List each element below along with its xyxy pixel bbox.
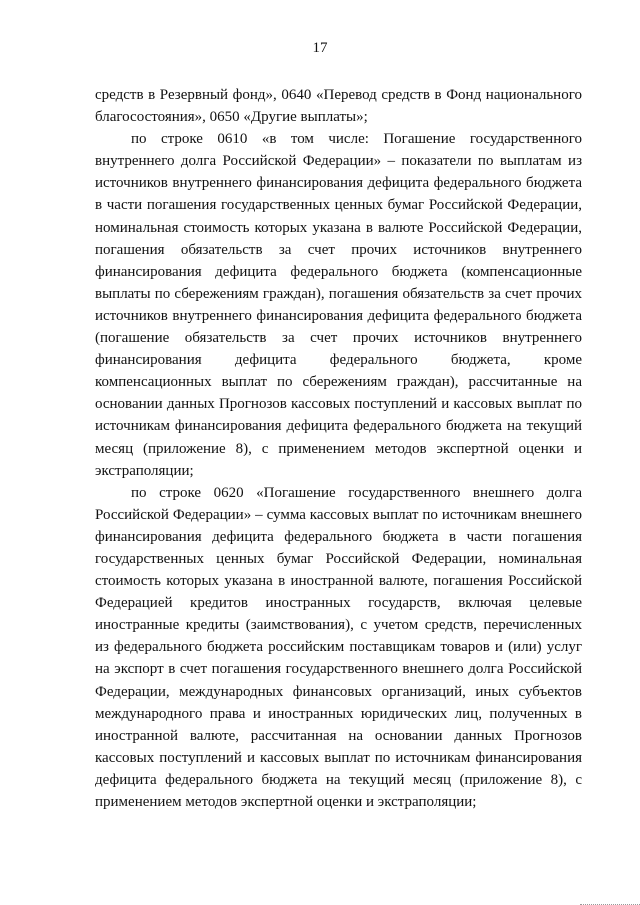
paragraph-line-0610: по строке 0610 «в том числе: Погашение государственного внутреннего долга Российской Федерации» – показатели по выплатам из источников внутреннего финансирования дефицита федерального бюджета в части погашения государственных ценных бумаг Российской Федерации, номинальная стоимость которых указана в валюте Российской Федерации, погашения обязательств за счет прочих источников внутреннего финансирования дефицита федерального бюджета (компенсационные выплаты по сбережениям граждан), погашения обязательств за счет прочих источников внутреннего финансирования дефицита федерального бюджета (погашение обязательств за счет прочих источников внутреннего финансирования дефицита федерального бюджета, кроме компенсационных выплат по сбережениям граждан), рассчитанные на основании данных Прогнозов кассовых поступлений и кассовых выплат по источникам финансирования дефицита федерального бюджета на текущий месяц (приложение 8), с применением методов экспертной оценки и экстраполяции; bbox=[95, 131, 582, 479]
page-number: 17 bbox=[312, 40, 328, 56]
paragraph-line-0620: по строке 0620 «Погашение государственного внешнего долга Российской Федерации» – сумма кассовых выплат по источникам внешнего финансирования дефицита федерального бюджета в части погашения государственных ценных бумаг Российской Федерации, номинальная стоимость которых указана в иностранной валюте, погашения Российской Федерацией кредитов иностранных государств, включая целевые иностранные кредиты (заимствования), с учетом средств, перечисленных из федерального бюджета российским поставщикам товаров и (или) услуг на экспорт в счет погашения государственного внешнего долга Российской Федерации, международных финансовых организаций, иных субъектов международного права и иностранных юридических лиц, полученных в иностранной валюте, рассчитанная на основании данных Прогнозов кассовых поступлений и кассовых выплат по источникам финансирования дефицита федерального бюджета на текущий месяц (приложение 8), с применением методов экспертной оценки и экстраполяции; bbox=[95, 484, 582, 810]
document-body bbox=[95, 84, 582, 813]
paragraph-continuation: средств в Резервный фонд», 0640 «Перевод средств в Фонд национального благосостояния», 0650 «Другие выплаты»; bbox=[95, 87, 582, 126]
scan-edge-mark bbox=[580, 900, 640, 905]
